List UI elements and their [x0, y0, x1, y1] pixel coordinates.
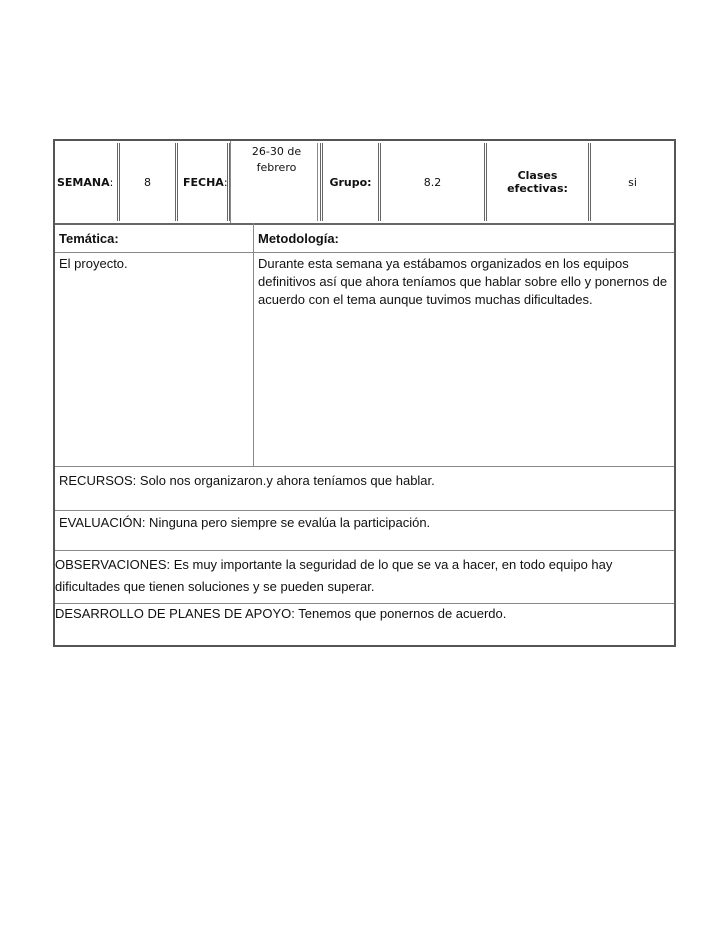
tematica-label: Temática: — [59, 231, 119, 246]
semana-value-cell — [120, 143, 178, 221]
observaciones-text: OBSERVACIONES: Es muy importante la seguridad de lo que se va a hacer, en todo equipo hay dificultades que tienen soluciones y se pueden superar. — [55, 557, 613, 594]
evaluacion-row — [55, 511, 674, 551]
clases-label-cell — [487, 143, 591, 221]
fecha-value-line2: febrero — [256, 161, 297, 174]
desarrollo-row — [55, 604, 674, 645]
clases-label: Clases efectivas: — [507, 169, 568, 195]
tematica-value: El proyecto. — [59, 256, 128, 271]
semana-value: 8 — [144, 175, 151, 189]
evaluacion-text: EVALUACIÓN: Ninguna pero siempre se evalúa la participación. — [59, 515, 431, 530]
fecha-label-cell: FECHA: — [178, 143, 230, 221]
grupo-label-cell — [323, 143, 381, 221]
metodologia-label: Metodología: — [258, 231, 339, 246]
clases-value: si — [628, 175, 637, 189]
semana-label: SEMANA — [57, 175, 110, 189]
header-row — [55, 141, 674, 223]
semana-label-cell: SEMANA: — [55, 143, 120, 221]
clases-value-cell — [591, 143, 674, 221]
fecha-label: FECHA — [183, 175, 224, 189]
weekly-report-table — [53, 139, 676, 647]
metodologia-value: Durante esta semana ya estábamos organizados en los equipos definitivos así que ahora teníamos que hablar sobre ello y ponernos de acuerdo con el tema aunque tuvimos muchas dificultades. — [258, 256, 668, 307]
column-divider — [253, 223, 254, 467]
grupo-label: Grupo: — [329, 175, 372, 189]
content-row — [55, 253, 674, 467]
fecha-value-line1: 26-30 de — [251, 145, 302, 158]
fecha-value-cell — [230, 141, 322, 223]
desarrollo-text: DESARROLLO DE PLANES DE APOYO: Tenemos que ponernos de acuerdo. — [55, 606, 507, 621]
grupo-value: 8.2 — [423, 175, 442, 189]
observaciones-row — [55, 551, 674, 604]
grupo-value-cell — [381, 143, 487, 221]
recursos-text: RECURSOS: Solo nos organizaron.y ahora teníamos que hablar. — [59, 473, 435, 488]
labels-row — [55, 223, 674, 253]
recursos-row — [55, 467, 674, 511]
